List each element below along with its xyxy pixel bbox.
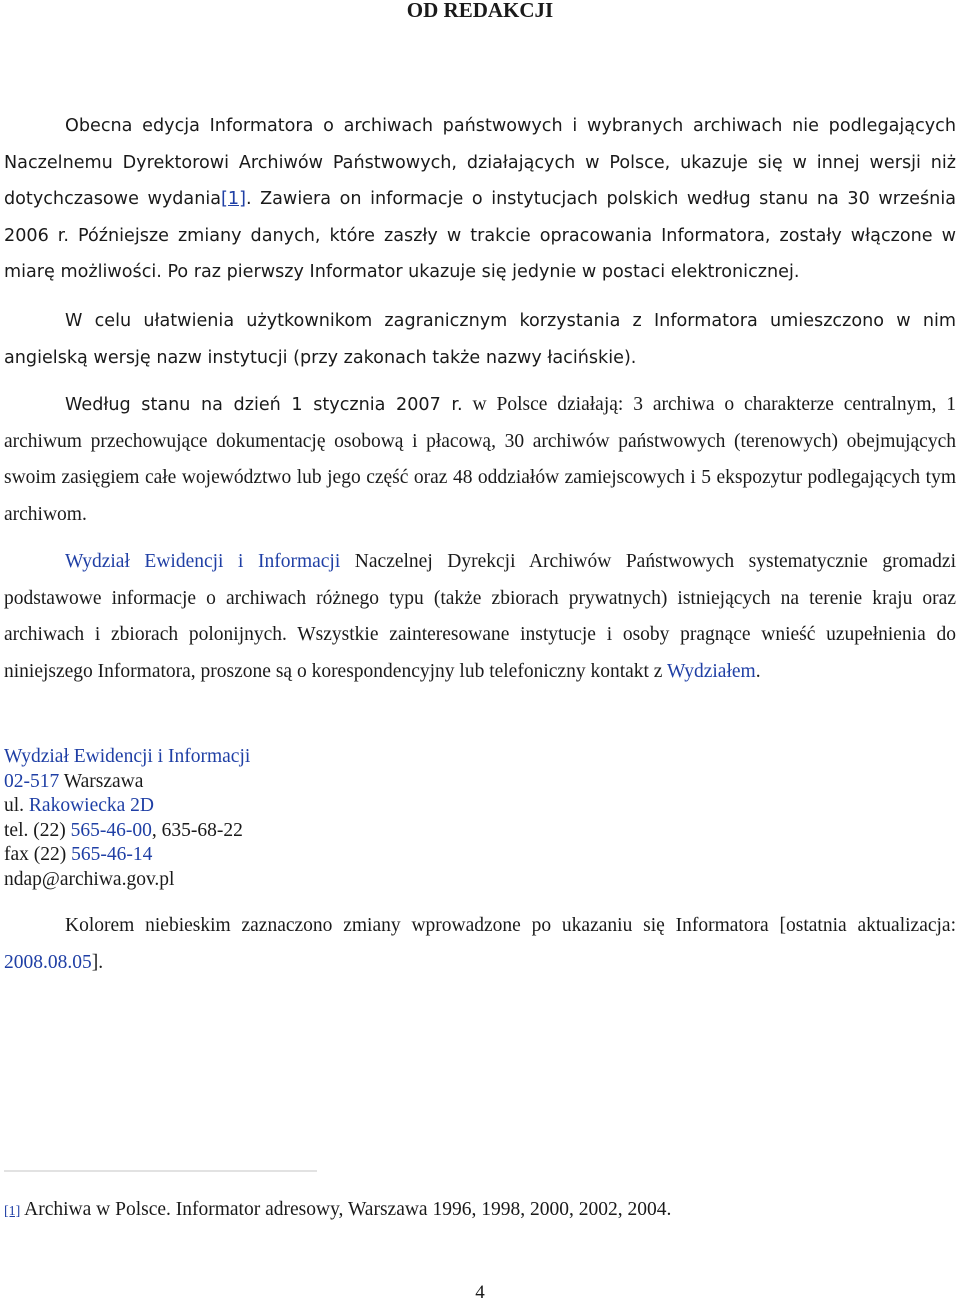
archives-date-text: Według stanu na dzień 1 stycznia 2007 r.	[65, 395, 463, 415]
footnote-mark-link[interactable]: [1]	[4, 1204, 21, 1219]
footnote-text: Archiwa w Polsce. Informator adresowy, Warszawa 1996, 1998, 2000, 2002, 2004.	[20, 1199, 672, 1220]
update-note-paragraph	[4, 908, 956, 981]
update-note-text: Kolorem niebieskim zaznaczono zmiany wprowadzone po ukazaniu się Informatora [ostatnia aktualizacja:	[65, 915, 956, 936]
address-city-line	[4, 770, 250, 795]
address-fax-prefix: fax (22)	[4, 844, 72, 865]
address-fax: 565-46-14	[71, 844, 153, 865]
department-ref: Wydziałem	[666, 660, 756, 682]
address-postcode: 02-517	[4, 770, 60, 792]
address-street: Rakowiecka 2D	[28, 795, 155, 816]
translation-text: W celu ułatwienia użytkownikom zagranicznym korzystania z Informatora umieszczono w nim angielską wersję nazw instytucji (przy zakonach także nazwy łacińskie).	[4, 311, 956, 368]
address-tel2: , 635-68-22	[151, 819, 243, 841]
translation-paragraph	[4, 303, 956, 376]
department-name: Wydział Ewidencji i Informacji	[65, 551, 341, 572]
footnote-ref-link[interactable]: [1]	[221, 189, 246, 209]
address-street-line	[4, 794, 250, 819]
page-title: OD REDAKCJI	[406, 0, 554, 22]
contact-end: .	[755, 660, 761, 682]
address-fax-line	[4, 843, 250, 868]
address-department: Wydział Ewidencji i Informacji	[4, 746, 251, 767]
footnote	[4, 1197, 671, 1225]
address-email: ndap@archiwa.gov.pl	[4, 868, 175, 890]
archives-count-text: w Polsce działają: 3 archiwa o charakterze centralnym, 1 archiwum przechowujące dokumentację osobową i płacową, 30 archiwów państwowych (terenowych) obejmujących swoim zasięgiem całe województwo lub jego część oraz 48 oddziałów zamiejscowych i 5 ekspozytur podlegających tym archiwom.	[4, 394, 956, 525]
intro-text-a: Obecna edycja Informatora o archiwach państwowych i wybranych archiwach nie podlegających Naczelnemu Dyrektorowi Archiwów Państwowych, działających w Polsce, ukazuje się w innej wersji niż dotychczasowe wydania	[4, 116, 956, 209]
archives-count-paragraph	[4, 387, 956, 533]
address-tel-line	[4, 819, 250, 844]
footnote-divider	[4, 1170, 317, 1172]
address-block	[4, 745, 250, 892]
update-note-end: ].	[91, 951, 104, 973]
contact-paragraph	[4, 544, 956, 690]
address-tel1: 565-46-00	[70, 819, 152, 841]
intro-paragraph	[4, 108, 956, 291]
address-tel-prefix: tel. (22)	[4, 819, 71, 841]
address-street-prefix: ul.	[4, 795, 29, 816]
update-date: 2008.08.05	[4, 951, 92, 973]
page-number: 4	[475, 1282, 485, 1303]
address-city: Warszawa	[59, 770, 144, 792]
contact-text: Naczelnej Dyrekcji Archiwów Państwowych systematycznie gromadzi podstawowe informacje o archiwach różnego typu (także zbiorach prywatnych) istniejących na terenie kraju oraz archiwach i zbiorach polonijnych. Wszystkie zainteresowane instytucje i osoby pragnące wnieść uzupełnienia do niniejszego Informatora, proszone są o korespondencyjny lub telefoniczny kontakt z	[4, 551, 956, 682]
intro-text-b: . Zawiera on informacje o instytucjach polskich według stanu na 30 września 2006 r. Późniejsze zmiany danych, które zaszły w trakcie opracowania Informatora, zostały włączone w miarę możliwości. Po raz pierwszy Informator ukazuje się jedynie w postaci elektronicznej.	[4, 189, 956, 282]
